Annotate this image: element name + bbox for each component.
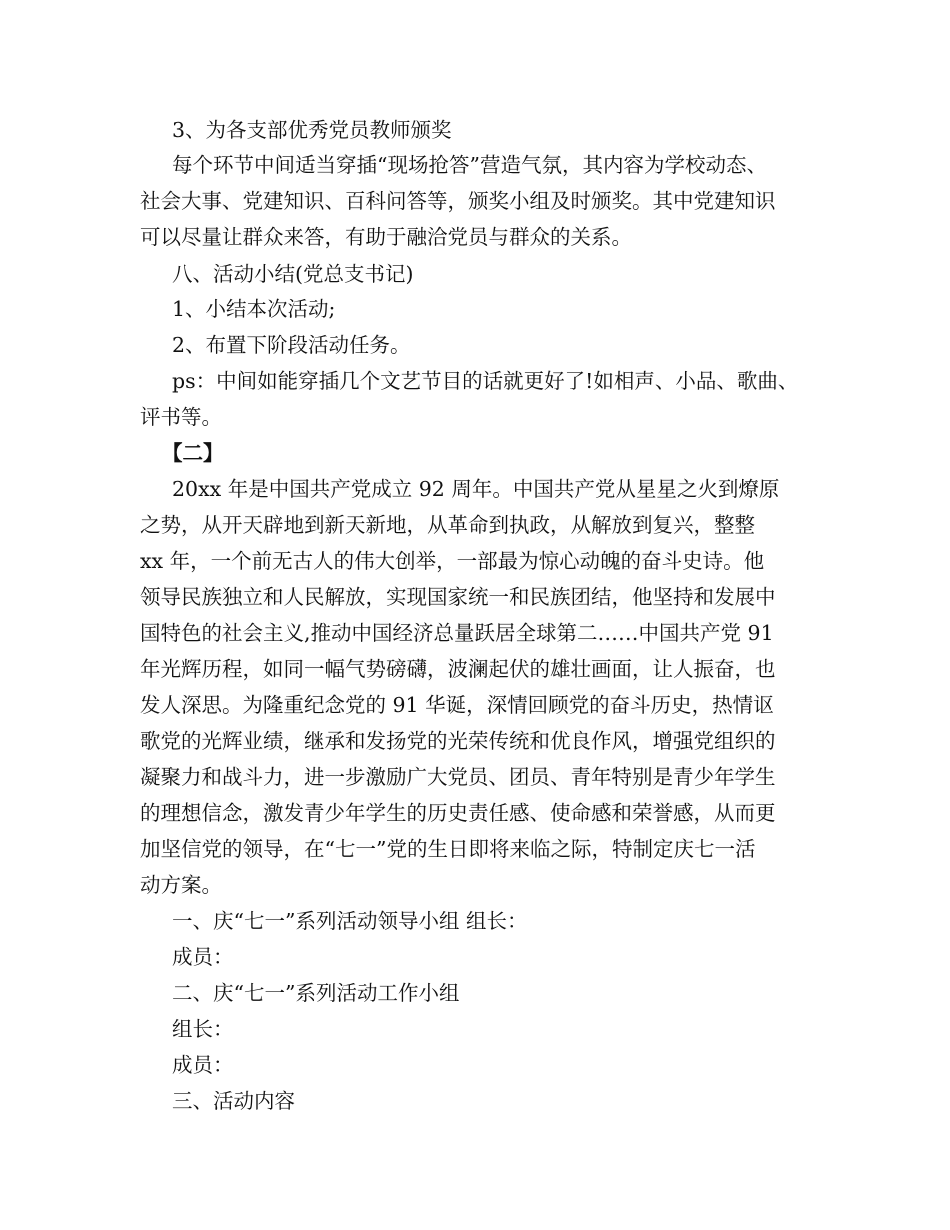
section-marker: 【二】 (162, 441, 224, 465)
paragraph-line: 领导民族独立和人民解放，实现国家统一和民族团结，他坚持和发展中 (140, 585, 776, 609)
section-heading: 八、活动小结(党总支书记) (172, 262, 414, 286)
paragraph-line: 歌党的光辉业绩，继承和发扬党的光荣传统和优良作风，增强党组织的 (140, 729, 776, 753)
paragraph-line: xx 年，一个前无古人的伟大创举，一部最为惊心动魄的奋斗史诗。他 (140, 549, 765, 573)
paragraph-line: 20xx 年是中国共产党成立 92 周年。中国共产党从星星之火到燎原 (172, 477, 780, 501)
paragraph-line: 动方案。 (140, 873, 222, 897)
list-item: 2、布置下阶段活动任务。 (172, 333, 411, 357)
paragraph-line: 年光辉历程，如同一幅气势磅礴，波澜起伏的雄壮画面，让人振奋，也 (140, 657, 776, 681)
section-heading: 一、庆“七一”系列活动领导小组 组长： (172, 909, 528, 933)
section-heading: 三、活动内容 (172, 1089, 295, 1113)
paragraph-line: 社会大事、党建知识、百科问答等，颁奖小组及时颁奖。其中党建知识 (140, 189, 776, 213)
list-item: 3、为各支部优秀党员教师颁奖 (172, 118, 452, 142)
paragraph-line: 评书等。 (140, 405, 222, 429)
section-heading: 二、庆“七一”系列活动工作小组 (172, 981, 460, 1005)
paragraph-line: 的理想信念，激发青少年学生的历史责任感、使命感和荣誉感，从而更 (140, 801, 776, 825)
paragraph-line: ps：中间如能穿插几个文艺节目的话就更好了!如相声、小品、歌曲、 (172, 369, 799, 393)
list-item: 1、小结本次活动; (172, 297, 336, 321)
paragraph-line: 可以尽量让群众来答，有助于融洽党员与群众的关系。 (140, 225, 632, 249)
field-label: 组长： (172, 1017, 234, 1041)
paragraph-line: 国特色的社会主义,推动中国经济总量跃居全球第二……中国共产党 91 (140, 621, 774, 645)
paragraph-line: 发人深思。为隆重纪念党的 91 华诞，深情回顾党的奋斗历史，热情讴 (140, 693, 774, 717)
field-label: 成员： (172, 945, 234, 969)
paragraph-line: 加坚信党的领导，在“七一”党的生日即将来临之际，特制定庆七一活 (140, 837, 756, 861)
field-label: 成员： (172, 1053, 234, 1077)
paragraph-line: 凝聚力和战斗力，进一步激励广大党员、团员、青年特别是青少年学生 (140, 765, 776, 789)
paragraph-line: 之势，从开天辟地到新天新地，从革命到执政，从解放到复兴，整整 (140, 513, 755, 537)
paragraph-line: 每个环节中间适当穿插“现场抢答”营造气氛，其内容为学校动态、 (172, 153, 767, 177)
